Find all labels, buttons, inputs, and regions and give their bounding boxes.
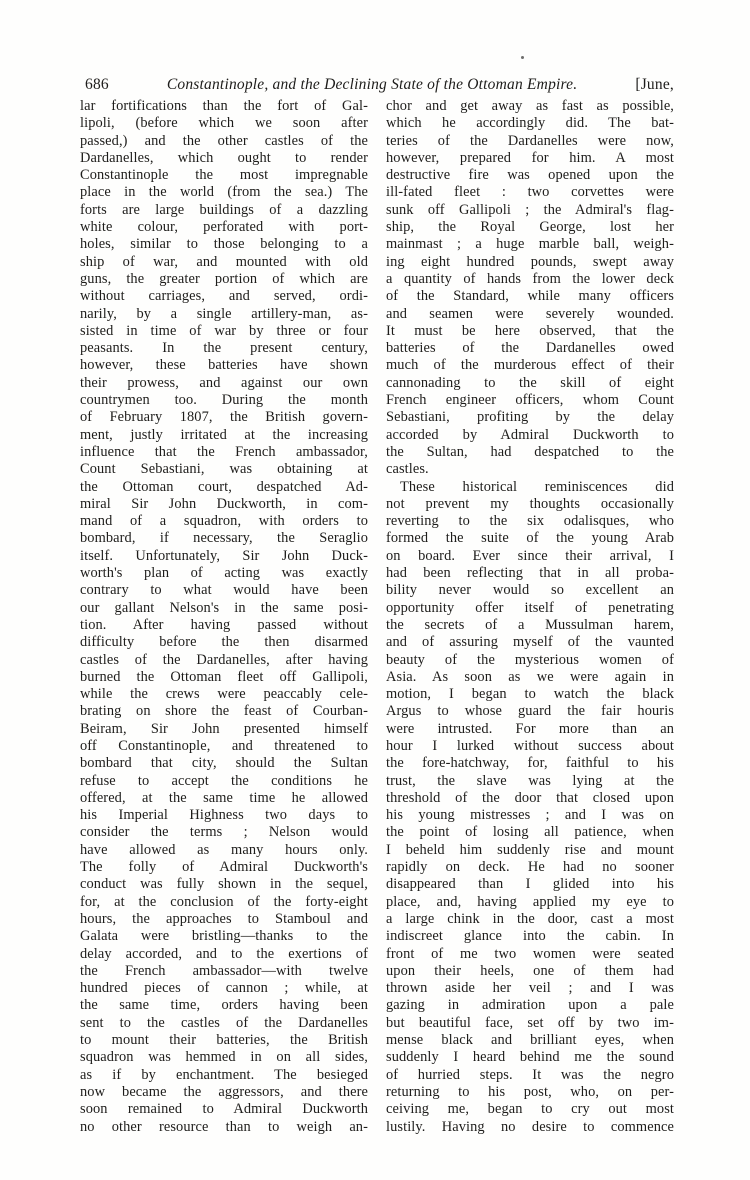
text-line: upon their heels, one of them had [386, 962, 674, 979]
text-line: holes, similar to those belonging to a [80, 236, 368, 253]
text-line: lustily. Having no desire to commence [386, 1118, 674, 1135]
text-line: beauty of the mysterious women of [386, 651, 674, 668]
text-line: sunk off Gallipoli ; the Admiral's flag- [386, 201, 674, 218]
text-line: their prowess, and against our own [80, 374, 368, 391]
text-line: as if by enchantment. The besieged [80, 1066, 368, 1083]
text-line: a quantity of hands from the lower deck [386, 270, 674, 287]
text-line: bility never would so excellent an [386, 582, 674, 599]
text-line: place in the world (from the sea.) The [80, 184, 368, 201]
text-line: gazing in admiration upon a pale [386, 997, 674, 1014]
text-line: not prevent my thoughts occasionally [386, 495, 674, 512]
text-line: hours, the approaches to Stamboul and [80, 910, 368, 927]
text-line: to mount their batteries, the British [80, 1032, 368, 1049]
text-line: hundred pieces of cannon ; while, at [80, 980, 368, 997]
text-line: without carriages, and served, ordi- [80, 288, 368, 305]
text-line: cannonading to the skill of eight [386, 374, 674, 391]
text-line: but beautiful face, set off by two im- [386, 1014, 674, 1031]
text-line: These historical reminiscences did [400, 478, 674, 495]
text-line: mand of a squadron, with orders to [80, 513, 368, 530]
text-line: guns, the greater portion of which are [80, 270, 368, 287]
text-line: and of assuring myself of the vaunted [386, 634, 674, 651]
text-line: Argus to whose guard the fair houris [386, 703, 674, 720]
text-line: difficulty before the then disarmed [80, 634, 368, 651]
text-line: ceiving me, began to cry out most [386, 1101, 674, 1118]
text-line: rapidly on deck. He had no sooner [386, 859, 674, 876]
text-line: accorded by Admiral Duckworth to [386, 426, 674, 443]
text-line: castles. [386, 461, 429, 478]
text-line: delay accorded, and to the exertions of [80, 945, 368, 962]
text-line: opportunity offer itself of penetrating [386, 599, 674, 616]
text-line: reverting to the six odalisques, who [386, 513, 674, 530]
text-line: hour I lurked without success about [386, 737, 674, 754]
text-line: while the crews were peaccably cele- [80, 686, 368, 703]
text-line: ing eight hundred pounds, swept away [386, 253, 674, 270]
text-line: squadron was hemmed in on all sides, [80, 1049, 368, 1066]
text-line: Galata were bristling—thanks to the [80, 928, 368, 945]
running-title: Constantinople, and the Declining State of the Ottoman Empire. [166, 76, 578, 93]
text-line: his Imperial Highness two days to [80, 807, 368, 824]
text-line: chor and get away as fast as possible, [386, 98, 674, 114]
text-line: Asia. As soon as we were again in [386, 668, 674, 685]
text-line: were intrusted. For more than an [386, 720, 674, 737]
text-line: bombard that city, should the Sultan [80, 755, 368, 772]
text-line: however, prepared for him. A most [386, 149, 674, 166]
text-line: Dardanelles, which ought to render [80, 149, 368, 166]
text-line: white colour, perforated with port- [80, 219, 368, 236]
text-line: influence that the French ambassador, [80, 443, 368, 460]
text-line: of the Standard, while many officers [386, 288, 674, 305]
text-line: disappeared than I glided into his [386, 876, 674, 893]
text-line: of February 1807, the British govern- [80, 409, 368, 426]
text-line: the point of losing all patience, when [386, 824, 674, 841]
text-line: returning to his post, who, on per- [386, 1083, 674, 1100]
text-line: threshold of the door that closed upon [386, 789, 674, 806]
text-line: tion. After having passed without [80, 616, 368, 633]
text-line: lipoli, (before which we soon after [80, 115, 368, 132]
text-line: bombard, if necessary, the Seraglio [80, 530, 368, 547]
text-line: sent to the castles of the Dardanelles [80, 1014, 368, 1031]
text-line: on board. Ever since their arrival, I [386, 547, 674, 564]
text-line: ill-fated fleet : two corvettes were [386, 184, 674, 201]
text-line: French engineer officers, whom Count [386, 392, 674, 409]
text-line: our gallant Nelson's in the same posi- [80, 599, 368, 616]
text-line: now became the aggressors, and there [80, 1083, 368, 1100]
text-line: offered, at the same time he allowed [80, 789, 368, 806]
text-line: of hurried steps. It was the negro [386, 1066, 674, 1083]
text-line: much of the murderous effect of their [386, 357, 674, 374]
text-line: and seamen were severely wounded. [386, 305, 674, 322]
text-line: lar fortifications than the fort of Gal- [80, 98, 368, 114]
text-line: thrown aside her veil ; and I was [386, 980, 674, 997]
text-line: The folly of Admiral Duckworth's [80, 859, 368, 876]
text-line: I beheld him suddenly rise and mount [386, 841, 674, 858]
text-line: place, and, having applied my eye to [386, 893, 674, 910]
text-line: motion, I began to watch the black [386, 686, 674, 703]
text-line: passed,) and the other castles of the [80, 132, 368, 149]
text-column-left [80, 98, 368, 1136]
text-line: indiscreet glance into the cabin. In [386, 928, 674, 945]
text-line: consider the terms ; Nelson would [80, 824, 368, 841]
text-line: destructive fire was opened upon the [386, 167, 674, 184]
text-line: sisted in time of war by three or four [80, 322, 368, 339]
text-line: brating on shore the feast of Courban- [80, 703, 368, 720]
text-line: the secrets of a Mussulman harem, [386, 616, 674, 633]
text-line: Beiram, Sir John presented himself [80, 720, 368, 737]
text-line: contrary to what would have been [80, 582, 368, 599]
text-line: itself. Unfortunately, Sir John Duck- [80, 547, 368, 564]
printing-artifact-dot [521, 56, 524, 59]
text-line: forts are large buildings of a dazzling [80, 201, 368, 218]
text-line: had been reflecting that in all proba- [386, 565, 674, 582]
text-line: refuse to accept the conditions he [80, 772, 368, 789]
text-line: his young mistresses ; and I was on [386, 807, 674, 824]
text-line: It must be here observed, that the [386, 322, 674, 339]
text-line: Sebastiani, profiting by the delay [386, 409, 674, 426]
text-line: suddenly I heard behind me the sound [386, 1049, 674, 1066]
text-columns [80, 98, 674, 1136]
text-line: mainmast ; a huge marble ball, weigh- [386, 236, 674, 253]
text-line: Constantinople the most impregnable [80, 167, 368, 184]
text-line: castles of the Dardanelles, after having [80, 651, 368, 668]
text-line: miral Sir John Duckworth, in com- [80, 495, 368, 512]
text-line: formed the suite of the young Arab [386, 530, 674, 547]
text-line: no other resource than to weigh an- [80, 1118, 368, 1135]
text-line: burned the Ottoman fleet off Gallipoli, [80, 668, 368, 685]
text-line: ship of war, and mounted with old [80, 253, 368, 270]
text-line: have allowed as many hours only. [80, 841, 368, 858]
text-line: Count Sebastiani, was obtaining at [80, 461, 368, 478]
text-line: countrymen too. During the month [80, 392, 368, 409]
text-line: ship, the Royal George, lost her [386, 219, 674, 236]
issue-label: [June, [635, 76, 674, 93]
text-line: batteries of the Dardanelles owed [386, 340, 674, 357]
text-line: a large chink in the door, cast a most [386, 910, 674, 927]
text-line: conduct was fully shown in the sequel, [80, 876, 368, 893]
text-column-right [386, 98, 674, 1136]
text-line: worth's plan of acting was exactly [80, 565, 368, 582]
text-line: however, these batteries have shown [80, 357, 368, 374]
text-line: off Constantinople, and threatened to [80, 737, 368, 754]
text-line: which he accordingly did. The bat- [386, 115, 674, 132]
text-line: ment, justly irritated at the increasing [80, 426, 368, 443]
text-line: for, at the conclusion of the forty-eight [80, 893, 368, 910]
page-number: 686 [85, 76, 109, 93]
text-line: mense black and brilliant eyes, when [386, 1032, 674, 1049]
text-line: front of me two women were seated [386, 945, 674, 962]
page-header [80, 76, 674, 94]
text-line: soon remained to Admiral Duckworth [80, 1101, 368, 1118]
text-line: teries of the Dardanelles were now, [386, 132, 674, 149]
text-line: narily, by a single artillery-man, as- [80, 305, 368, 322]
text-line: the same time, orders having been [80, 997, 368, 1014]
text-line: the fore-hatchway, for, faithful to his [386, 755, 674, 772]
text-line: the French ambassador—with twelve [80, 962, 368, 979]
text-line: the Ottoman court, despatched Ad- [80, 478, 368, 495]
text-line: peasants. In the present century, [80, 340, 368, 357]
text-line: trust, the slave was lying at the [386, 772, 674, 789]
text-line: the Sultan, had despatched to the [386, 443, 674, 460]
